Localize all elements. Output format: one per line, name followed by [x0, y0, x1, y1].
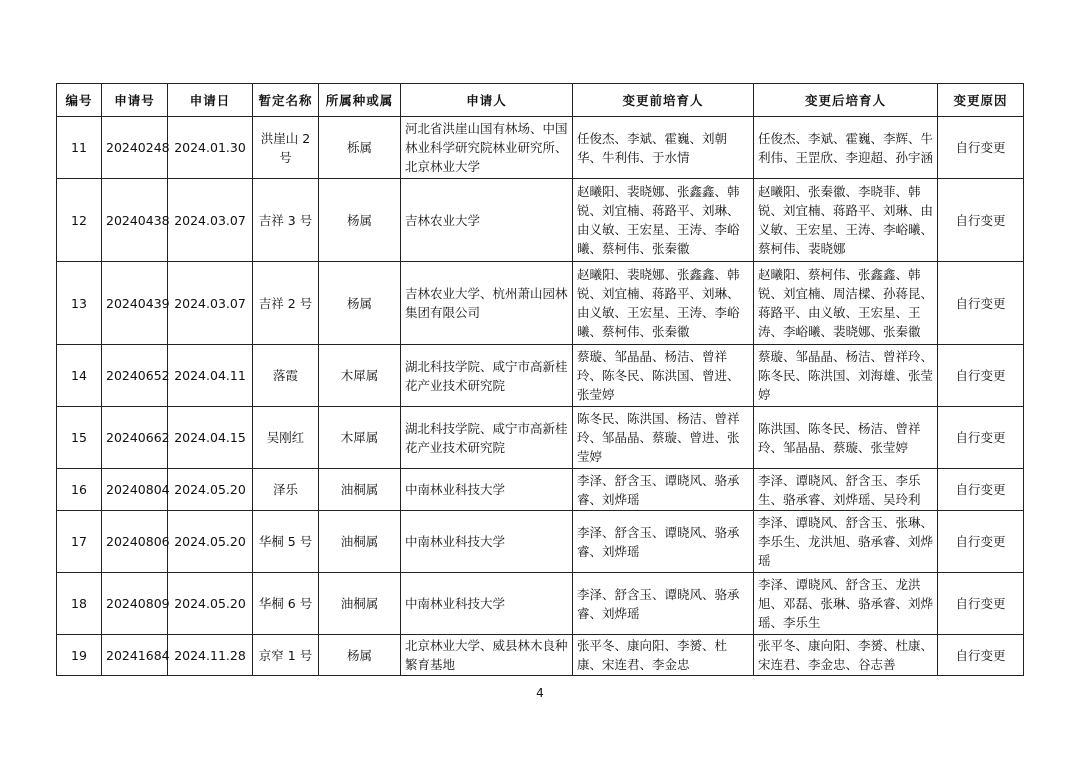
breeders-after-cell: 张平冬、康向阳、李赟、杜康、宋连君、李金忠、谷志善 — [754, 635, 938, 676]
table-row — [57, 407, 1024, 469]
applicant-cell: 湖北科技学院、咸宁市高新桂花产业技术研究院 — [401, 407, 573, 469]
genus-cell: 木犀属 — [319, 345, 401, 407]
table-body — [57, 117, 1024, 676]
row-number-cell: 11 — [57, 117, 102, 179]
applicant-cell: 中南林业科技大学 — [401, 573, 573, 635]
breeders-before-cell: 李泽、舒含玉、谭晓风、骆承睿、刘烨瑶 — [573, 469, 754, 511]
table-row — [57, 573, 1024, 635]
application-number-cell: 20240439 — [102, 262, 168, 345]
change-reason-cell: 自行变更 — [938, 511, 1024, 573]
variety-name-cell: 京窄 1 号 — [253, 635, 319, 676]
breeders-before-cell: 李泽、舒含玉、谭晓风、骆承睿、刘烨瑶 — [573, 511, 754, 573]
variety-name-cell: 华桐 6 号 — [253, 573, 319, 635]
row-number-cell: 19 — [57, 635, 102, 676]
table-row — [57, 117, 1024, 179]
applicant-cell: 湖北科技学院、咸宁市高新桂花产业技术研究院 — [401, 345, 573, 407]
breeders-before-cell: 任俊杰、李斌、霍巍、刘朝华、牛利伟、于水情 — [573, 117, 754, 179]
applicant-cell: 中南林业科技大学 — [401, 511, 573, 573]
change-reason-cell: 自行变更 — [938, 573, 1024, 635]
row-number-cell: 18 — [57, 573, 102, 635]
application-number-cell: 20241684 — [102, 635, 168, 676]
breeders-before-cell: 张平冬、康向阳、李赟、杜康、宋连君、李金忠 — [573, 635, 754, 676]
table-header-row — [57, 84, 1024, 117]
table-row — [57, 469, 1024, 511]
application-number-cell: 20240248 — [102, 117, 168, 179]
row-number-cell: 15 — [57, 407, 102, 469]
applicant-cell: 吉林农业大学、杭州萧山园林集团有限公司 — [401, 262, 573, 345]
row-number-cell: 13 — [57, 262, 102, 345]
application-date-cell: 2024.04.15 — [168, 407, 253, 469]
application-date-cell: 2024.05.20 — [168, 511, 253, 573]
breeders-after-cell: 陈洪国、陈冬民、杨洁、曾祥玲、邹晶晶、蔡璇、张莹婷 — [754, 407, 938, 469]
variety-name-cell: 落霞 — [253, 345, 319, 407]
breeders-after-cell: 李泽、谭晓风、舒含玉、龙洪旭、邓磊、张琳、骆承睿、刘烨瑶、李乐生 — [754, 573, 938, 635]
row-number-cell: 12 — [57, 179, 102, 262]
variety-name-cell: 吉祥 3 号 — [253, 179, 319, 262]
applicant-cell: 河北省洪崖山国有林场、中国林业科学研究院林业研究所、北京林业大学 — [401, 117, 573, 179]
variety-name-cell: 吴刚红 — [253, 407, 319, 469]
application-number-cell: 20240662 — [102, 407, 168, 469]
genus-cell: 杨属 — [319, 179, 401, 262]
application-date-cell: 2024.05.20 — [168, 469, 253, 511]
variety-change-table — [56, 83, 1024, 676]
breeders-before-cell: 赵曦阳、裴晓娜、张鑫鑫、韩锐、刘宜楠、蒋路平、刘琳、由义敏、王宏星、王涛、李峪曦、蔡柯伟、张秦徽 — [573, 179, 754, 262]
application-date-cell: 2024.05.20 — [168, 573, 253, 635]
breeders-after-cell: 任俊杰、李斌、霍巍、李辉、牛利伟、王罡欣、李迎超、孙宇涵 — [754, 117, 938, 179]
table-row — [57, 635, 1024, 676]
breeders-before-cell: 李泽、舒含玉、谭晓风、骆承睿、刘烨瑶 — [573, 573, 754, 635]
breeders-before-cell: 赵曦阳、裴晓娜、张鑫鑫、韩锐、刘宜楠、蒋路平、刘琳、由义敏、王宏星、王涛、李峪曦、蔡柯伟、张秦徽 — [573, 262, 754, 345]
variety-name-cell: 洪崖山 2 号 — [253, 117, 319, 179]
column-header: 变更原因 — [938, 84, 1024, 117]
variety-name-cell: 吉祥 2 号 — [253, 262, 319, 345]
variety-name-cell: 泽乐 — [253, 469, 319, 511]
application-date-cell: 2024.01.30 — [168, 117, 253, 179]
row-number-cell: 16 — [57, 469, 102, 511]
genus-cell: 栎属 — [319, 117, 401, 179]
applicant-cell: 吉林农业大学 — [401, 179, 573, 262]
column-header: 暂定名称 — [253, 84, 319, 117]
application-date-cell: 2024.03.07 — [168, 179, 253, 262]
change-reason-cell: 自行变更 — [938, 469, 1024, 511]
breeders-before-cell: 蔡璇、邹晶晶、杨洁、曾祥玲、陈冬民、陈洪国、曾进、张莹婷 — [573, 345, 754, 407]
application-number-cell: 20240809 — [102, 573, 168, 635]
table-row — [57, 179, 1024, 262]
variety-name-cell: 华桐 5 号 — [253, 511, 319, 573]
genus-cell: 油桐属 — [319, 573, 401, 635]
column-header: 所属种或属 — [319, 84, 401, 117]
applicant-cell: 中南林业科技大学 — [401, 469, 573, 511]
change-reason-cell: 自行变更 — [938, 635, 1024, 676]
application-number-cell: 20240804 — [102, 469, 168, 511]
change-reason-cell: 自行变更 — [938, 262, 1024, 345]
genus-cell: 油桐属 — [319, 511, 401, 573]
application-date-cell: 2024.04.11 — [168, 345, 253, 407]
column-header: 编号 — [57, 84, 102, 117]
change-reason-cell: 自行变更 — [938, 117, 1024, 179]
column-header: 申请日 — [168, 84, 253, 117]
change-reason-cell: 自行变更 — [938, 407, 1024, 469]
application-number-cell: 20240652 — [102, 345, 168, 407]
breeders-after-cell: 赵曦阳、蔡柯伟、张鑫鑫、韩锐、刘宜楠、周洁樑、孙蒋昆、蒋路平、由义敏、王宏星、王涛、李峪曦、裴晓娜、张秦徽 — [754, 262, 938, 345]
application-date-cell: 2024.03.07 — [168, 262, 253, 345]
breeders-after-cell: 李泽、谭晓风、舒含玉、李乐生、骆承睿、刘烨瑶、吴玲利 — [754, 469, 938, 511]
column-header: 申请人 — [401, 84, 573, 117]
table-row — [57, 345, 1024, 407]
application-date-cell: 2024.11.28 — [168, 635, 253, 676]
table-row — [57, 511, 1024, 573]
breeders-before-cell: 陈冬民、陈洪国、杨洁、曾祥玲、邹晶晶、蔡璇、曾进、张莹婷 — [573, 407, 754, 469]
page-number: 4 — [536, 686, 544, 700]
genus-cell: 杨属 — [319, 262, 401, 345]
column-header: 申请号 — [102, 84, 168, 117]
column-header: 变更前培育人 — [573, 84, 754, 117]
application-number-cell: 20240438 — [102, 179, 168, 262]
genus-cell: 油桐属 — [319, 469, 401, 511]
application-number-cell: 20240806 — [102, 511, 168, 573]
change-reason-cell: 自行变更 — [938, 345, 1024, 407]
breeders-after-cell: 赵曦阳、张秦徽、李晓菲、韩锐、刘宜楠、蒋路平、刘琳、由义敏、王宏星、王涛、李峪曦、蔡柯伟、裴晓娜 — [754, 179, 938, 262]
table-row — [57, 262, 1024, 345]
breeders-after-cell: 蔡璇、邹晶晶、杨洁、曾祥玲、陈冬民、陈洪国、刘海雄、张莹婷 — [754, 345, 938, 407]
applicant-cell: 北京林业大学、威县林木良种繁育基地 — [401, 635, 573, 676]
genus-cell: 木犀属 — [319, 407, 401, 469]
genus-cell: 杨属 — [319, 635, 401, 676]
row-number-cell: 14 — [57, 345, 102, 407]
row-number-cell: 17 — [57, 511, 102, 573]
breeders-after-cell: 李泽、谭晓风、舒含玉、张琳、李乐生、龙洪旭、骆承睿、刘烨瑶 — [754, 511, 938, 573]
column-header: 变更后培育人 — [754, 84, 938, 117]
document-page — [56, 83, 1023, 676]
change-reason-cell: 自行变更 — [938, 179, 1024, 262]
